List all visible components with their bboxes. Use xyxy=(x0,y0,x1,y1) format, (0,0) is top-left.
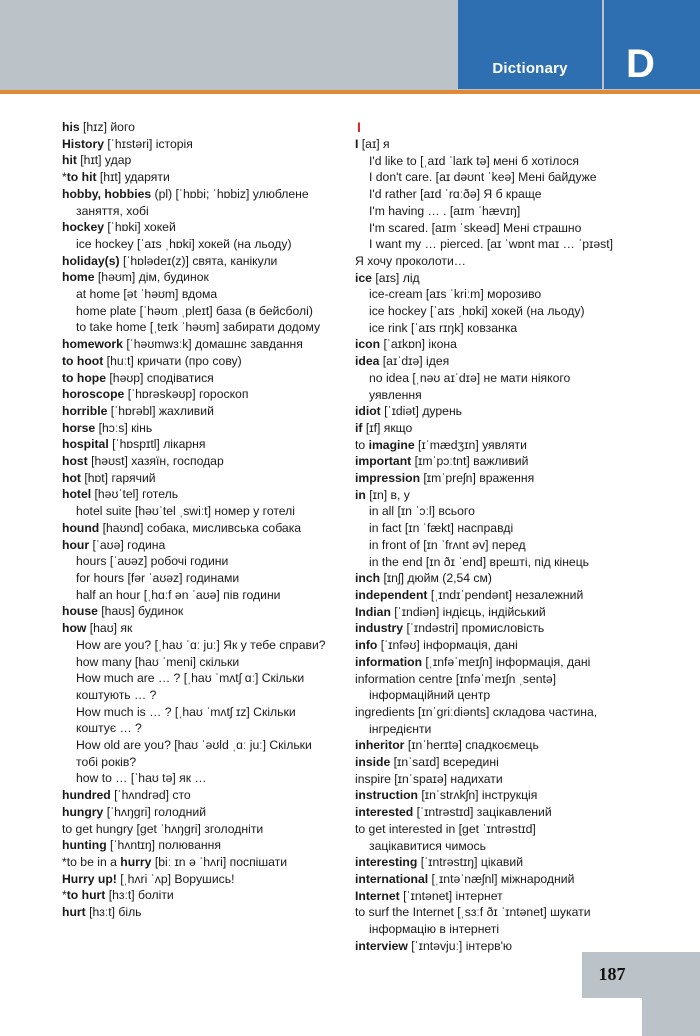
headword: impression xyxy=(355,471,421,486)
sub-entry: in the end [ɪn ðɪ ˈend] врешті, під кінець xyxy=(369,554,590,569)
entry-definition: [haʊs] будинок xyxy=(97,604,184,619)
entry-definition: [ˈhɒrəskəʊp] гороскоп xyxy=(124,387,249,402)
entry-definition: [ˈhʌndrəd] сто xyxy=(110,788,191,803)
dictionary-line: to surf the Internet [ˌsɜːf ðɪ ˈɪntənet] шукати xyxy=(355,905,591,920)
headword: horrible xyxy=(62,403,108,418)
headword: horse xyxy=(62,420,96,435)
dictionary-entry xyxy=(62,420,352,437)
entry-definition: [hɪz] його xyxy=(79,120,135,134)
dictionary-entry xyxy=(355,737,645,754)
sub-entry: hotel suite [həʊˈtel ˌswiːt] номер у готелі xyxy=(76,504,295,519)
entry-definition: [hɜːt] боліти xyxy=(105,888,174,903)
dictionary-entry xyxy=(355,587,645,604)
dictionary-line: Я хочу проколоти… xyxy=(355,253,466,268)
headword: host xyxy=(62,454,88,469)
headword: independent xyxy=(355,587,428,602)
headword: instruction xyxy=(355,788,418,803)
headword: ice xyxy=(355,270,372,285)
headword: idiot xyxy=(355,404,381,419)
entry-definition: [ˈhɒspɪtl] лікарня xyxy=(108,437,206,452)
dictionary-entry xyxy=(62,119,352,136)
entry-definition: [hɜːt] біль xyxy=(85,905,142,920)
entry-definition: [ɪnˈstrʌkʃn] інструкція xyxy=(417,788,538,803)
headword: Internet xyxy=(355,888,400,903)
headword: inheritor xyxy=(355,738,405,753)
dictionary-column-left xyxy=(62,119,352,921)
headword: to hit xyxy=(66,170,97,185)
entry-definition: [ˌɪntəˈnæʃnl] міжнародний xyxy=(428,871,575,886)
dictionary-entry xyxy=(355,453,645,470)
headword: important xyxy=(355,454,412,469)
entry-definition: [həʊp] сподіватися xyxy=(106,370,214,385)
sub-entry: How are you? [ˌhaʊ ˈɑː juː] Як у тебе справи? xyxy=(76,637,326,652)
entry-definition: [həʊˈtel] готель xyxy=(91,487,179,502)
dictionary-entry xyxy=(62,269,352,286)
entry-definition: [ˈɪdiət] дурень xyxy=(380,404,463,419)
dictionary-entry xyxy=(355,637,645,654)
entry-definition: [ɪmˈpreʃn] враження xyxy=(420,471,535,486)
sub-entry: I want my … pierced. [aɪ ˈwɒnt maɪ … ˈpɪəst] xyxy=(369,237,613,252)
dictionary-entry xyxy=(355,470,645,487)
dictionary-entry xyxy=(62,336,352,353)
headword: hundred xyxy=(62,788,111,803)
dictionary-column-right xyxy=(355,119,645,954)
entry-definition: [hɔːs] кінь xyxy=(95,420,153,435)
entry-prefix: * xyxy=(62,888,67,903)
headword: hurt xyxy=(62,905,86,920)
entry-definition: [ˈɪntrəstɪd] зацікавлений xyxy=(413,805,552,820)
sub-entry: How much are … ? [ˌhaʊ ˈmʌtʃ ɑː] Скільки xyxy=(76,671,305,686)
dictionary-entry xyxy=(355,787,645,804)
headword: hospital xyxy=(62,437,109,452)
dictionary-entry xyxy=(62,453,352,470)
headword: hot xyxy=(62,470,81,485)
entry-definition: [ˈɪntəvjuː] інтерв'ю xyxy=(407,938,513,953)
dictionary-entry xyxy=(62,169,352,186)
headword: holiday(s) xyxy=(62,253,120,268)
entry-prefix: * xyxy=(62,170,67,185)
entry-definition: [həʊm] дім, будинок xyxy=(94,270,209,285)
dictionary-entry xyxy=(62,152,352,169)
headword: international xyxy=(355,871,429,886)
headword: inch xyxy=(355,571,381,586)
entry-definition: [həʊst] хазяїн, господар xyxy=(87,454,224,469)
headword: to hoot xyxy=(62,353,104,368)
entry-definition: [huːt] кричати (про сову) xyxy=(103,353,242,368)
dictionary-line: ingredients [ɪnˈɡriːdiənts] складова частина, xyxy=(355,704,598,719)
header-accent-line xyxy=(0,90,700,94)
headword: his xyxy=(62,120,80,134)
headword: Hurry up! xyxy=(62,871,117,886)
headword: interesting xyxy=(355,855,418,870)
headword: hunting xyxy=(62,838,107,853)
entry-definition: [aɪs] лід xyxy=(371,270,420,285)
entry-definition: [ˌɪnfəˈmeɪʃn] інформація, дані xyxy=(422,654,591,669)
sub-entry: no idea [ˌnəʊ aɪˈdɪə] не мати ніякого xyxy=(369,370,571,385)
headword: homework xyxy=(62,337,123,352)
entry-definition: [hɒt] гарячий xyxy=(80,470,156,485)
entry-definition: [ɪf] якщо xyxy=(362,420,413,435)
sub-entry: how many [haʊ ˈmeni] скільки xyxy=(76,654,240,669)
headword: home xyxy=(62,270,95,285)
footer-strip xyxy=(642,952,700,1036)
dictionary-entry xyxy=(355,570,645,587)
sub-entry: in fact [ɪn ˈfækt] насправді xyxy=(369,521,514,536)
dictionary-entry xyxy=(62,871,352,888)
sub-entry: ice hockey [ˈaɪs ˌhɒki] хокей (на льоду) xyxy=(369,304,585,319)
headword: idea xyxy=(355,354,380,369)
entry-definition: [ɪnˈherɪtə] спадкоємець xyxy=(404,738,539,753)
sub-entry: I'm scared. [aɪm ˈskeəd] Мені страшно xyxy=(369,220,582,235)
headword: interview xyxy=(355,938,408,953)
section-title: Dictionary xyxy=(492,60,568,77)
entry-definition: [haʊ] як xyxy=(86,621,133,636)
dictionary-line: information centre [ɪnfəˈmeɪʃn ˌsentə] xyxy=(355,671,557,686)
entry-definition: [ɪmˈpɔːtnt] важливий xyxy=(411,454,529,469)
headword: hotel xyxy=(62,487,92,502)
headword: hour xyxy=(62,537,90,552)
dictionary-entry xyxy=(62,804,352,821)
dictionary-entry xyxy=(355,420,645,437)
entry-definition: [ˈhʌŋɡri] голодний xyxy=(103,804,207,819)
sub-entry: how to … [ˈhaʊ tə] як … xyxy=(76,771,207,786)
dictionary-entry xyxy=(62,370,352,387)
headword: info xyxy=(355,638,378,653)
dictionary-entry xyxy=(62,219,352,236)
section-tab xyxy=(458,0,602,89)
sub-entry: коштує … ? xyxy=(76,721,142,736)
sub-entry: I'd rather [aɪd ˈrɑːðə] Я б краще xyxy=(369,187,542,202)
entry-definition: [ˈhɒki] хокей xyxy=(104,220,176,235)
headword: hungry xyxy=(62,804,104,819)
entry-definition: [ˈhɪstəri] історія xyxy=(104,136,193,151)
dictionary-entry xyxy=(355,654,645,671)
sub-entry: тобі років? xyxy=(76,754,137,769)
dictionary-entry xyxy=(62,537,352,554)
dictionary-entry xyxy=(62,887,352,904)
entry-continuation: інгредієнти xyxy=(369,721,432,736)
headword: History xyxy=(62,136,104,151)
headword: horoscope xyxy=(62,387,125,402)
headword: in xyxy=(355,487,366,502)
entry-continuation: уявлення xyxy=(369,387,422,402)
sub-entry: in front of [ɪn ˈfrʌnt əv] перед xyxy=(369,537,526,552)
sub-entry: How old are you? [haʊ ˈəʊld ˌɑː juː] Скільки xyxy=(76,738,312,753)
dictionary-entry xyxy=(62,486,352,503)
entry-definition: [ˈhʌntɪŋ] полювання xyxy=(106,838,221,853)
headword: inside xyxy=(355,755,391,770)
section-letter-tab xyxy=(604,0,700,89)
entry-definition: [ˈɪndəstri] промисловість xyxy=(403,621,545,636)
entry-continuation: інформацію в інтернеті xyxy=(369,922,500,937)
headword: hound xyxy=(62,520,100,535)
sub-entry: ice hockey [ˈaɪs ˌhɒki] хокей (на льоду) xyxy=(76,236,292,251)
dictionary-entry xyxy=(355,804,645,821)
entry-definition: [ˌɪndɪˈpendənt] незалежний xyxy=(427,587,584,602)
sub-entry: I don't care. [aɪ dəʊnt ˈkeə] Мені байдуже xyxy=(369,170,597,185)
headword: if xyxy=(355,420,363,435)
page-number: 187 xyxy=(598,964,626,984)
sub-entry: I'd like to [ˌaɪd ˈlaɪk tə] мені б хотілося xyxy=(369,153,579,168)
letter-heading: I xyxy=(357,119,361,135)
sub-entry: home plate [ˈhəʊm ˌpleɪt] база (в бейсболі) xyxy=(76,303,313,318)
entry-definition: [ˈɪndiən] індієць, індійський xyxy=(390,604,546,619)
headword: to hurt xyxy=(66,888,106,903)
dictionary-entry xyxy=(62,603,352,620)
headword: industry xyxy=(355,621,404,636)
entry-continuation: заняття, хобі xyxy=(76,203,149,218)
headword: icon xyxy=(355,337,381,352)
dictionary-entry xyxy=(62,904,352,921)
entry-definition: [aɪ] я xyxy=(358,137,390,151)
dictionary-entry xyxy=(62,386,352,403)
entry-definition: [ɪˈmædʒɪn] уявляти xyxy=(414,437,527,452)
dictionary-entry xyxy=(62,837,352,854)
entry-definition: [ɪn] в, у xyxy=(365,487,410,502)
sub-entry: ice-cream [aɪs ˈkriːm] морозиво xyxy=(369,287,542,302)
dictionary-entry xyxy=(62,136,352,153)
entry-definition: [hɪt] ударяти xyxy=(96,170,170,185)
entry-definition: [haʊnd] собака, мисливська собака xyxy=(99,520,302,535)
entry-prefix: *to be in a xyxy=(62,854,121,869)
entry-definition: [ˌhʌri ˈʌp] Ворушись! xyxy=(116,871,235,886)
entry-definition: [ˈɪntənet] інтернет xyxy=(399,888,503,903)
entry-definition: [ˈɪntrəstɪŋ] цікавий xyxy=(417,855,524,870)
entry-continuation: інформаційний центр xyxy=(369,688,491,703)
dictionary-entry xyxy=(355,487,645,504)
dictionary-entry xyxy=(62,253,352,270)
entry-definition: (pl) [ˈhɒbi; ˈhɒbiz] улюблене xyxy=(151,186,309,201)
dictionary-entry xyxy=(355,437,645,454)
headword: hobby, hobbies xyxy=(62,186,152,201)
dictionary-entry xyxy=(62,787,352,804)
sub-entry: коштують … ? xyxy=(76,687,157,702)
dictionary-line: to get interested in [ɡet ˈɪntrəstɪd] xyxy=(355,821,536,836)
entry-definition: [ˈaʊə] година xyxy=(89,537,166,552)
headword: Indian xyxy=(355,604,391,619)
dictionary-line: inspire [ɪnˈspaɪə] надихати xyxy=(355,771,503,786)
sub-entry: in all [ɪn ˈɔːl] всього xyxy=(369,504,475,519)
section-letter: D xyxy=(626,42,655,86)
entry-definition: [hɪt] удар xyxy=(76,153,132,168)
entry-prefix: to xyxy=(355,437,369,452)
sub-entry: I'm having … . [aɪm ˈhævɪŋ] xyxy=(369,203,521,218)
page-number-box xyxy=(582,952,642,998)
dictionary-entry xyxy=(62,854,352,871)
entry-definition: [ˈhɒrəbl] жахливий xyxy=(107,403,214,418)
sub-entry: at home [ət ˈhəʊm] вдома xyxy=(76,287,218,302)
sub-entry: How much is … ? [ˌhaʊ ˈmʌtʃ ɪz] Скільки xyxy=(76,704,296,719)
entry-definition: [aɪˈdɪə] ідея xyxy=(379,354,450,369)
sub-entry: to take home [ˌteɪk ˈhəʊm] забирати додому xyxy=(76,320,321,335)
headword: hockey xyxy=(62,220,105,235)
entry-definition: [ˈhəʊmwɜːk] домашнє завдання xyxy=(122,337,303,352)
dictionary-entry xyxy=(355,353,645,370)
entry-definition: [ɪnˈsaɪd] всередині xyxy=(390,755,499,770)
headword: I xyxy=(355,137,359,151)
dictionary-entry xyxy=(355,854,645,871)
dictionary-entry xyxy=(355,620,645,637)
entry-definition: [ˈaɪkɒn] ікона xyxy=(380,337,457,352)
dictionary-entry xyxy=(355,270,645,287)
headword: information xyxy=(355,654,423,669)
headword: hurry xyxy=(120,854,152,869)
dictionary-line: to get hungry [ɡet ˈhʌŋɡri] зголодніти xyxy=(62,821,264,836)
entry-definition: [ˈhɒlədeɪ(z)] свята, канікули xyxy=(119,253,278,268)
dictionary-entry xyxy=(355,336,645,353)
dictionary-entry xyxy=(355,403,645,420)
sub-entry: half an hour [ˌhɑːf ən ˈaʊə] пів години xyxy=(76,587,281,602)
headword: imagine xyxy=(368,437,415,452)
dictionary-entry xyxy=(355,136,645,153)
dictionary-entry xyxy=(355,871,645,888)
dictionary-entry xyxy=(62,620,352,637)
dictionary-entry xyxy=(355,888,645,905)
entry-continuation: зацікавитися чимось xyxy=(369,838,486,853)
dictionary-entry xyxy=(355,604,645,621)
dictionary-entry xyxy=(62,353,352,370)
dictionary-entry xyxy=(355,754,645,771)
headword: to hope xyxy=(62,370,107,385)
entry-definition: [ɪnʃ] дюйм (2,54 см) xyxy=(380,571,492,586)
sub-entry: for hours [fər ˈaʊəz] годинами xyxy=(76,570,240,585)
sub-entry: hours [ˈaʊəz] робочі години xyxy=(76,554,229,569)
entry-definition: [biː ɪn ə ˈhʌri] поспішати xyxy=(151,854,288,869)
headword: house xyxy=(62,604,98,619)
entry-definition: [ˈɪnfəʊ] інформація, дані xyxy=(377,638,518,653)
dictionary-entry xyxy=(62,403,352,420)
dictionary-entry xyxy=(62,470,352,487)
dictionary-entry xyxy=(62,436,352,453)
headword: hit xyxy=(62,153,77,168)
dictionary-entry xyxy=(62,520,352,537)
sub-entry: ice rink [ˈaɪs rɪŋk] ковзанка xyxy=(369,320,518,335)
headword: interested xyxy=(355,805,414,820)
dictionary-entry xyxy=(62,186,352,203)
headword: how xyxy=(62,621,87,636)
